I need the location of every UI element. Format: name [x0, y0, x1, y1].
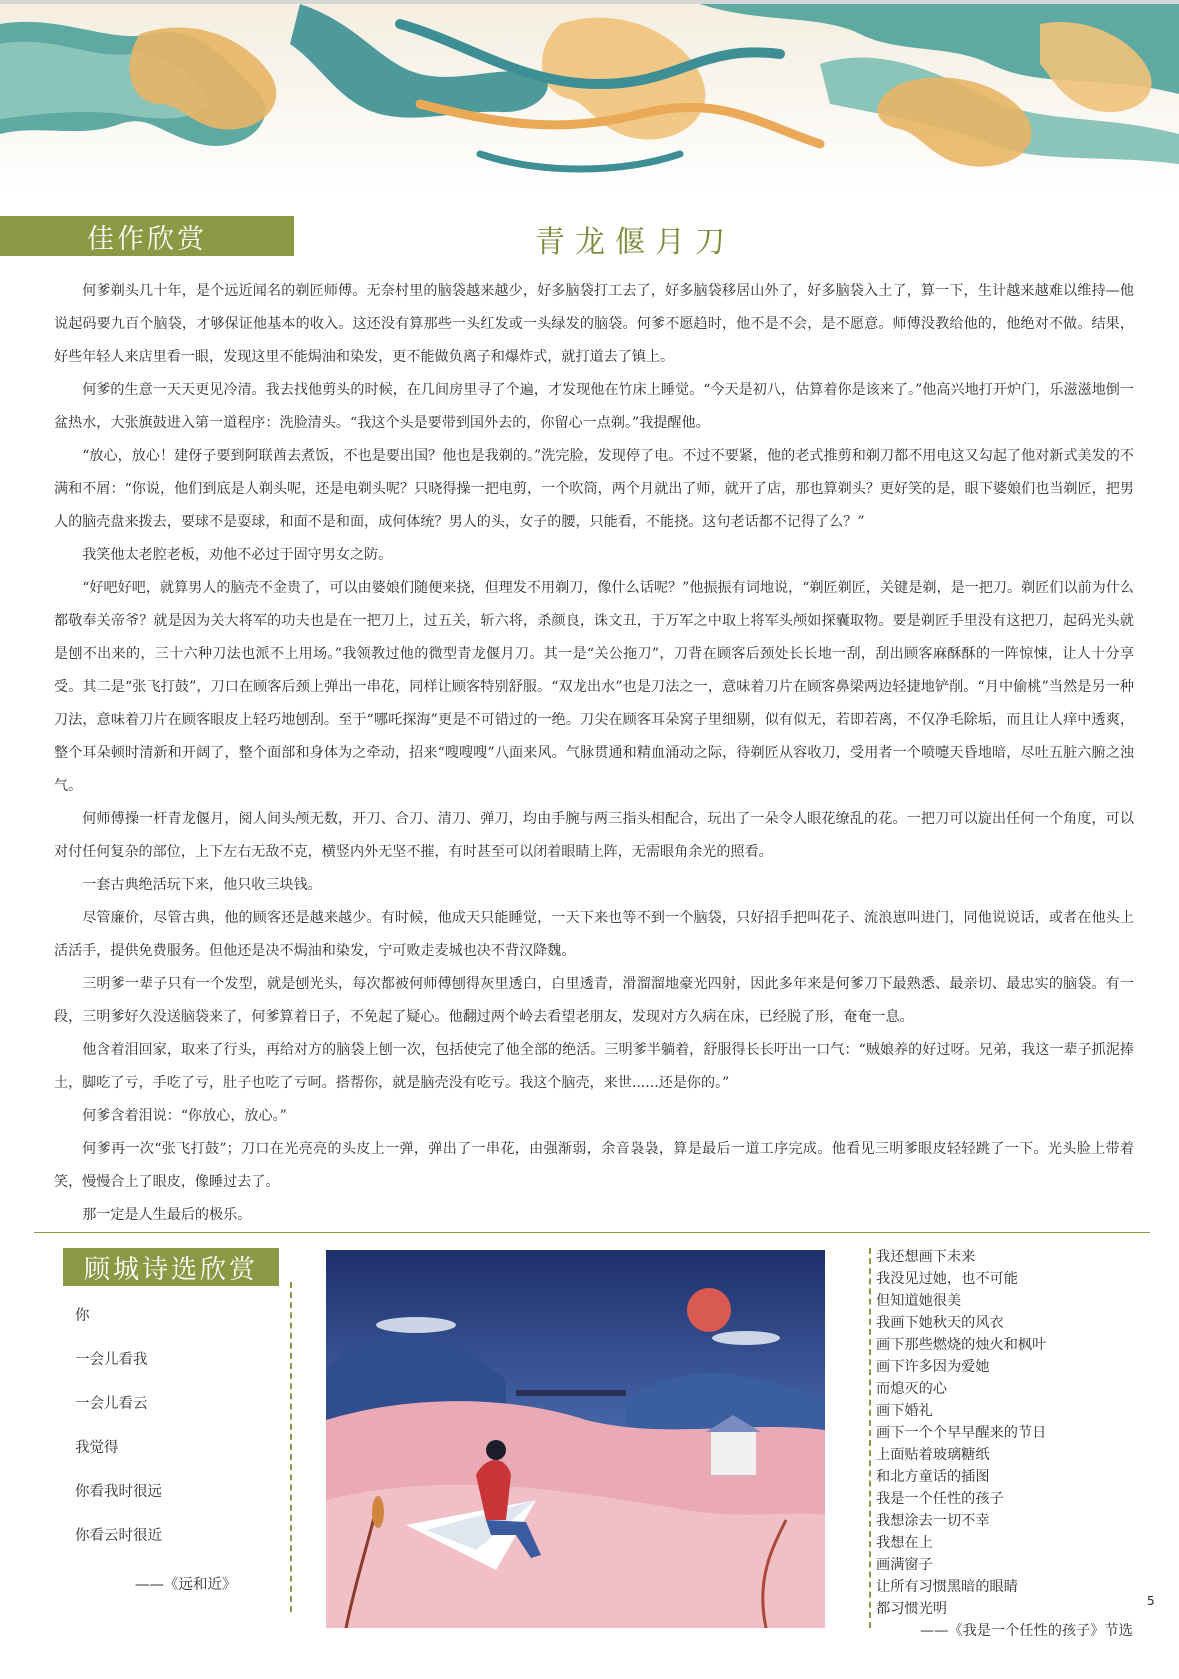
- story-paragraph: 他含着泪回家，取来了行头，再给对方的脑袋上刨一次，包括使完了他全部的绝活。三明爹半躺着，舒服得长长吁出一口气：“贼娘养的好过呀。兄弟，我这一辈子抓泥捧土，脚吃了亏，手吃了亏，肚子也吃了亏呵。搭帮你，就是脑壳没有吃亏。我这个脑壳，来世......还是你的。”: [54, 1042, 1134, 1091]
- poem-line: 我觉得: [75, 1440, 119, 1456]
- poem-line: 一会儿看我: [75, 1352, 148, 1368]
- illustration-girl-on-paper-plane: [326, 1250, 825, 1628]
- poem-line: 你看我时很远: [75, 1484, 162, 1500]
- poem-line: 我是一个任性的孩子: [876, 1491, 1004, 1507]
- story-paragraph: 何爹的生意一天天更见冷清。我去找他剪头的时候，在几间房里寻了个遍，才发现他在竹床上睡觉。“今天是初八，估算着你是该来了。”他高兴地打开炉门，乐滋滋地倒一盆热水，大张旗鼓进入第一道程序：洗脸清头。“我这个头是要带到国外去的，你留心一点剃。”我提醒他。: [54, 382, 1134, 431]
- section-header-poems: 顾城诗选欣赏: [63, 1248, 279, 1286]
- section-header-featured: 佳作欣赏: [0, 216, 294, 256]
- story-paragraph: 那一定是人生最后的极乐。: [82, 1207, 252, 1223]
- cloud-banner: [0, 4, 1179, 194]
- poem-line: 我没见过她，也不可能: [876, 1271, 1018, 1287]
- poem-line: 但知道她很美: [876, 1293, 962, 1309]
- story-paragraph: 何爹含着泪说：“你放心，放心。”: [82, 1108, 287, 1124]
- poem-line: 我想在上: [876, 1535, 933, 1551]
- poem-line: 你看云时很近: [75, 1528, 162, 1544]
- story-paragraph: 我笑他太老腔老板，劝他不必过于固守男女之防。: [82, 547, 393, 563]
- story-paragraph: 何师傅操一杆青龙偃月，阅人间头颅无数，开刀、合刀、清刀、弹刀，均由手腕与两三指头相配合，玩出了一朵令人眼花缭乱的花。一把刀可以旋出任何一个角度，可以对付任何复杂的部位，上下左右无敌不克，横竖内外无坚不摧，有时甚至可以闭着眼睛上阵，无需眼角余光的照看。: [54, 811, 1134, 860]
- poem-source: ——《我是一个任性的孩子》节选: [920, 1623, 1133, 1639]
- poem-line: 画下婚礼: [876, 1403, 933, 1419]
- poem-line: 画下许多因为爱她: [876, 1359, 990, 1375]
- story-paragraph: “好吧好吧，就算男人的脑壳不金贵了，可以由婆娘们随便来挠，但理发不用剃刀，像什么话呢？”他振振有词地说，“剃匠剃匠，关键是剃，是一把刀。剃匠们以前为什么都敬奉关帝爷？就是因为关大将军的功夫也是在一把刀上，过五关，斩六将，杀颜良，诛文丑，于万军之中取上将军头颅如探囊取物。要是剃匠手里没有这把刀，起码光头就是刨不出来的，三十六种刀法也派不上用场。”我领教过他的微型青龙偃月刀。其一是“关公拖刀”，刀背在顾客后颈处长长地一刮，刮出顾客麻酥酥的一阵惊悚，让人十分享受。其二是“张飞打鼓”，刀口在顾客后颈上弹出一串花，同样让顾客特别舒服。“双龙出水”也是刀法之一，意味着刀片在顾客鼻梁两边轻捷地铲削。“月中偷桃”当然是另一种刀法，意味着刀片在顾客眼皮上轻巧地刨刮。至于“哪吒探海”更是不可错过的一绝。刀尖在顾客耳朵窝子里细剔，似有似无，若即若离，不仅净毛除垢，而且让人痒中透爽，整个耳朵顿时清新和开阔了，整个面部和身体为之牵动，招来“嗖嗖嗖”八面来风。气脉贯通和精血涌动之际，待剃匠从容收刀，受用者一个喷嚏天昏地暗，尽吐五脏六腑之浊气。: [54, 580, 1134, 794]
- poem-line: 你: [75, 1308, 90, 1324]
- story-body: [54, 275, 1134, 1232]
- poem-line: 画满窗子: [876, 1557, 933, 1573]
- story-paragraph: “放心，放心！建伢子要到阿联酋去煮饭，不也是要出国？他也是我剃的。”洗完脸，发现停了电。不过不要紧，他的老式推剪和剃刀都不用电这又勾起了他对新式美发的不满和不屑：“你说，他们到底是人剃头呢，还是电剃头呢？只晓得操一把电剪，一个吹筒，两个月就出了师，就开了店，那也算剃头？更好笑的是，眼下婆娘们也当剃匠，把男人的脑壳盘来拨去，要球不是耍球，和面不是和面，成何体统？男人的头，女子的腰，只能看，不能挠。这句老话都不记得了么？”: [54, 448, 1134, 530]
- poem-line: 上面贴着玻璃糖纸: [876, 1447, 990, 1463]
- story-paragraph: 三明爹一辈子只有一个发型，就是刨光头，每次都被何师傅刨得灰里透白，白里透青，滑溜溜地豪光四射，因此多年来是何爹刀下最熟悉、最亲切、最忠实的脑袋。有一段，三明爹好久没送脑袋来了，何爹算着日子，不免起了疑心。他翻过两个岭去看望老朋友，发现对方久病在床，已经脱了形，奄奄一息。: [54, 976, 1134, 1025]
- poem-line: 画下那些燃烧的烛火和枫叶: [876, 1337, 1047, 1353]
- story-paragraph: 一套古典绝活玩下来，他只收三块钱。: [82, 877, 322, 893]
- story-paragraph: 何爹再一次“张飞打鼓”；刀口在光亮亮的头皮上一弹，弹出了一串花，由强渐弱，余音袅袅，算是最后一道工序完成。他看见三明爹眼皮轻轻跳了一下。光头脸上带着笑，慢慢合上了眼皮，像睡过去了。: [54, 1141, 1134, 1190]
- poem-line: 而熄灭的心: [876, 1381, 947, 1397]
- dashed-divider-right: [869, 1248, 871, 1628]
- dashed-divider-left: [290, 1282, 292, 1612]
- page-number: 5: [1147, 1594, 1155, 1608]
- poem-wilful-child: [876, 1246, 1136, 1642]
- story-title: 青龙偃月刀: [535, 225, 735, 260]
- poem-source: ——《远和近》: [135, 1577, 237, 1593]
- poem-line: 我画下她秋天的风衣: [876, 1315, 1004, 1331]
- poem-line: 画下一个个早早醒来的节日: [876, 1425, 1047, 1441]
- poem-line: 一会儿看云: [75, 1396, 148, 1412]
- poem-line: 我还想画下未来: [876, 1249, 976, 1265]
- poem-line: 都习惯光明: [876, 1601, 947, 1617]
- story-paragraph: 何爹剃头几十年，是个远近闻名的剃匠师傅。无奈村里的脑袋越来越少，好多脑袋打工去了，好多脑袋移居山外了，好多脑袋入土了，算一下，生计越来越难以维持—他说起码要九百个脑袋，才够保证他基本的收入。这还没有算那些一头红发或一头绿发的脑袋。何爹不愿趋时，他不是不会，是不愿意。师傅没教给他的，他绝对不做。结果，好些年轻人来店里看一眼，发现这里不能焗油和染发，更不能做负离子和爆炸式，就打道去了镇上。: [54, 283, 1134, 365]
- poem-line: 让所有习惯黑暗的眼睛: [876, 1579, 1018, 1595]
- section-divider: [34, 1232, 1150, 1233]
- story-paragraph: 尽管廉价，尽管古典，他的顾客还是越来越少。有时候，他成天只能睡觉，一天下来也等不到一个脑袋，只好招手把叫花子、流浪崽叫进门，同他说说话，或者在他头上活活手，提供免费服务。但他还是决不焗油和染发，宁可败走麦城也决不背汉降魏。: [54, 910, 1134, 959]
- poem-far-and-near: [75, 1305, 275, 1594]
- poem-line: 和北方童话的插图: [876, 1469, 990, 1485]
- poem-line: 我想涂去一切不幸: [876, 1513, 990, 1529]
